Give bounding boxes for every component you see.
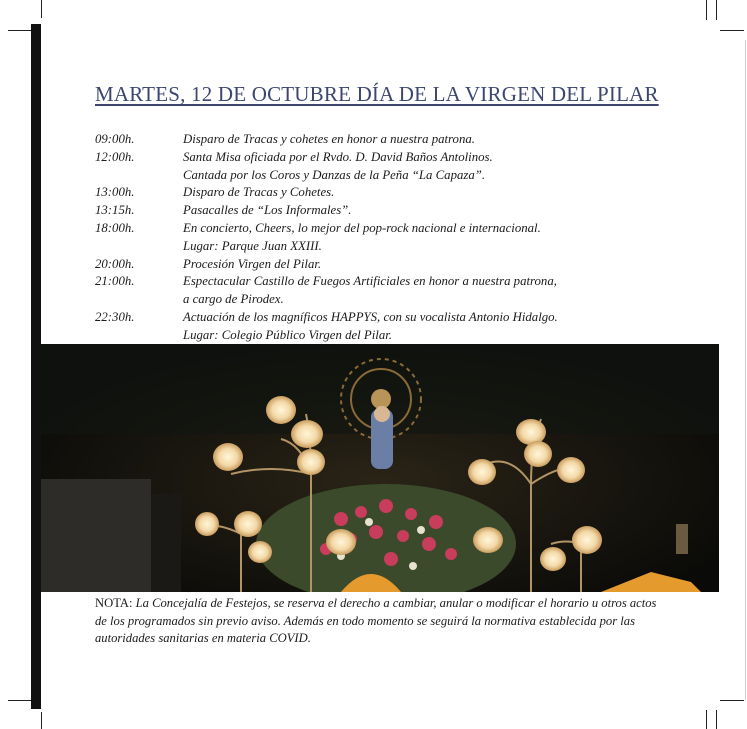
schedule-line: Espectacular Castillo de Fuegos Artificiales en honor a nuestra patrona,: [183, 274, 557, 289]
schedule-line: Lugar: Colegio Público Virgen del Pilar.: [183, 327, 392, 342]
crop-mark: [716, 710, 717, 729]
schedule-row: [95, 131, 715, 149]
schedule-row: [95, 149, 715, 185]
crop-mark: [706, 710, 707, 729]
schedule-description: [183, 184, 715, 202]
crop-mark: [720, 30, 744, 31]
schedule-description: [183, 202, 715, 220]
schedule-line: Disparo de Tracas y cohetes en honor a nuestra patrona.: [183, 132, 475, 146]
footnote-label: NOTA:: [95, 596, 133, 610]
page-spine: [31, 24, 41, 709]
schedule-time: 12:00h.: [95, 149, 135, 164]
page-title: MARTES, 12 DE OCTUBRE DÍA DE LA VIRGEN DEL PILAR: [95, 82, 659, 106]
schedule-line: Santa Misa oficiada por el Rvdo. D. David Baños Antolinos.: [183, 149, 493, 164]
schedule-line: a cargo de Pirodex.: [183, 292, 284, 307]
footnote: [95, 595, 665, 648]
schedule-row: [95, 309, 715, 345]
crop-mark: [8, 700, 32, 701]
crop-mark: [8, 30, 32, 31]
schedule-list: [95, 131, 715, 345]
schedule-time: 09:00h.: [95, 132, 135, 146]
schedule-description: [183, 273, 715, 309]
page-edge: [745, 40, 746, 700]
schedule-description: [183, 149, 715, 185]
schedule-line: Procesión Virgen del Pilar.: [183, 256, 322, 271]
schedule-line: Pasacalles de “Los Informales”.: [183, 203, 352, 218]
schedule-row: [95, 273, 715, 309]
schedule-time: 13:00h.: [95, 185, 135, 200]
crop-mark: [706, 0, 707, 20]
schedule-row: [95, 202, 715, 220]
schedule-line: Cantada por los Coros y Danzas de la Peña “La Capaza”.: [183, 167, 486, 182]
schedule-time: 20:00h.: [95, 256, 135, 271]
schedule-line: En concierto, Cheers, lo mejor del pop-rock nacional e internacional.: [183, 220, 541, 235]
schedule-description: [183, 256, 715, 274]
schedule-time: 18:00h.: [95, 220, 135, 235]
schedule-time: 22:30h.: [95, 309, 135, 324]
crop-mark: [720, 700, 744, 701]
crop-mark: [716, 0, 717, 20]
crop-mark: [41, 712, 42, 729]
schedule-description: [183, 220, 715, 256]
schedule-line: Disparo de Tracas y Cohetes.: [183, 185, 335, 200]
schedule-row: [95, 184, 715, 202]
crop-mark: [41, 0, 42, 18]
schedule-row: [95, 256, 715, 274]
schedule-row: [95, 220, 715, 256]
schedule-description: [183, 309, 715, 345]
schedule-description: [183, 131, 715, 149]
footnote-text: La Concejalía de Festejos, se reserva el derecho a cambiar, anular o modificar el horario u otros actos de los programados sin previo aviso. Además en todo momento se seguirá la normativa establecida por las autoridades sanitarias en materia COVID.: [95, 596, 657, 646]
schedule-line: Lugar: Parque Juan XXIII.: [183, 238, 322, 253]
schedule-time: 21:00h.: [95, 274, 135, 289]
schedule-time: 13:15h.: [95, 203, 135, 218]
schedule-line: Actuación de los magníficos HAPPYS, con su vocalista Antonio Hidalgo.: [183, 309, 558, 324]
virgin-procession-photo: [41, 344, 719, 592]
